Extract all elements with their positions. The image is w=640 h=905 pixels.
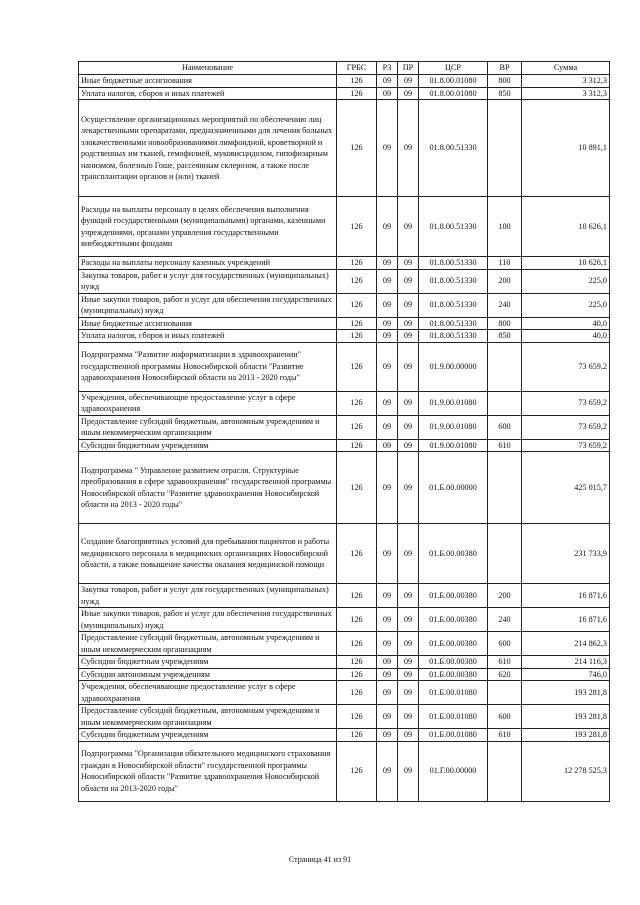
cell-sum: 214 862,3: [522, 632, 610, 656]
cell-rz: 09: [377, 293, 398, 317]
cell-grbs: 126: [337, 330, 377, 343]
table-row: [79, 729, 610, 742]
cell-vr: [488, 681, 522, 705]
cell-sum: 193 281,8: [522, 729, 610, 742]
table-row: [79, 293, 610, 317]
cell-grbs: 126: [337, 705, 377, 729]
cell-name: Предоставление субсидий бюджетным, автономным учреждениям и иным некоммерческим организациям: [79, 705, 337, 729]
cell-sum: 40,0: [522, 317, 610, 330]
cell-name: Предоставление субсидий бюджетным, автономным учреждениям и иным некоммерческим организациям: [79, 632, 337, 656]
cell-sum: 225,0: [522, 293, 610, 317]
cell-grbs: 126: [337, 741, 377, 801]
cell-vr: 200: [488, 584, 522, 608]
cell-name: Учреждения, обеспечивающие предоставление услуг в сфере здравоохранения: [79, 681, 337, 705]
cell-vr: 610: [488, 729, 522, 742]
cell-grbs: 126: [337, 608, 377, 632]
cell-rz: 09: [377, 391, 398, 415]
table-row: [79, 681, 610, 705]
cell-rz: 09: [377, 681, 398, 705]
cell-vr: 610: [488, 656, 522, 669]
cell-csr: 01.8.00.51330: [419, 197, 488, 257]
table-row: [79, 391, 610, 415]
cell-vr: [488, 524, 522, 584]
table-row: [79, 656, 610, 669]
cell-pr: 09: [398, 632, 419, 656]
table-row: [79, 330, 610, 343]
table-row: [79, 608, 610, 632]
cell-pr: 09: [398, 729, 419, 742]
cell-grbs: 126: [337, 681, 377, 705]
cell-name: Подпрограмма "Организация обязательного медицинского страхования граждан в Новосибирской области" государственной программы Новосибирской области "Развитие здравоохранения Новосибирской области на 2013-2020 годы": [79, 741, 337, 801]
cell-csr: 01.Г.00.00000: [419, 741, 488, 801]
cell-csr: 01.8.00.51330: [419, 317, 488, 330]
cell-pr: 09: [398, 415, 419, 439]
document-page: [78, 61, 609, 802]
cell-grbs: 126: [337, 257, 377, 270]
cell-pr: 09: [398, 100, 419, 197]
cell-csr: 01.8.00.51330: [419, 330, 488, 343]
table-row: [79, 524, 610, 584]
cell-name: Субсидии бюджетным учреждениям: [79, 729, 337, 742]
cell-rz: 09: [377, 741, 398, 801]
cell-grbs: 126: [337, 632, 377, 656]
header-name: Наименование: [79, 62, 337, 75]
cell-vr: 800: [488, 75, 522, 88]
cell-vr: [488, 741, 522, 801]
cell-csr: 01.9.00.01080: [419, 391, 488, 415]
cell-name: Субсидии бюджетным учреждениям: [79, 439, 337, 452]
table-row: [79, 100, 610, 197]
table-row: [79, 439, 610, 452]
cell-pr: 09: [398, 269, 419, 293]
cell-sum: 193 281,8: [522, 705, 610, 729]
table-row: [79, 705, 610, 729]
table-row: [79, 415, 610, 439]
cell-grbs: 126: [337, 342, 377, 391]
table-row: [79, 342, 610, 391]
cell-pr: 09: [398, 391, 419, 415]
cell-grbs: 126: [337, 317, 377, 330]
cell-vr: 110: [488, 257, 522, 270]
cell-grbs: 126: [337, 87, 377, 100]
cell-sum: 16 871,6: [522, 584, 610, 608]
cell-csr: 01.9.00.01080: [419, 439, 488, 452]
cell-name: Субсидии бюджетным учреждениям: [79, 656, 337, 669]
cell-sum: 3 312,3: [522, 75, 610, 88]
cell-vr: 240: [488, 608, 522, 632]
cell-sum: 214 116,3: [522, 656, 610, 669]
cell-sum: 225,0: [522, 269, 610, 293]
cell-name: Расходы на выплаты персоналу в целях обеспечения выполнения функций государственными (муниципальными) органами, казенными учреждениями, органами управления государственными внебюджетными фондами: [79, 197, 337, 257]
cell-pr: 09: [398, 705, 419, 729]
cell-vr: 600: [488, 705, 522, 729]
cell-sum: 73 659,2: [522, 415, 610, 439]
table-row: [79, 257, 610, 270]
table-header-row: [79, 62, 610, 75]
header-grbs: ГРБС: [337, 62, 377, 75]
cell-vr: 850: [488, 330, 522, 343]
table-row: [79, 668, 610, 681]
cell-rz: 09: [377, 415, 398, 439]
cell-vr: 600: [488, 415, 522, 439]
header-pr: ПР: [398, 62, 419, 75]
cell-sum: 231 733,9: [522, 524, 610, 584]
cell-grbs: 126: [337, 668, 377, 681]
cell-vr: 620: [488, 668, 522, 681]
cell-vr: 850: [488, 87, 522, 100]
cell-rz: 09: [377, 729, 398, 742]
cell-vr: [488, 391, 522, 415]
cell-grbs: 126: [337, 293, 377, 317]
cell-vr: 600: [488, 632, 522, 656]
cell-sum: 3 312,3: [522, 87, 610, 100]
cell-rz: 09: [377, 524, 398, 584]
cell-grbs: 126: [337, 729, 377, 742]
cell-grbs: 126: [337, 197, 377, 257]
cell-sum: 193 281,8: [522, 681, 610, 705]
table-row: [79, 452, 610, 524]
cell-pr: 09: [398, 681, 419, 705]
cell-pr: 09: [398, 87, 419, 100]
cell-rz: 09: [377, 330, 398, 343]
page-number: Страница 41 из 91: [288, 855, 352, 864]
cell-sum: 73 659,2: [522, 342, 610, 391]
cell-csr: 01.Б.00.00000: [419, 452, 488, 524]
cell-csr: 01.Б.00.00380: [419, 656, 488, 669]
cell-name: Субсидии автономным учреждениям: [79, 668, 337, 681]
cell-sum: 425 015,7: [522, 452, 610, 524]
cell-sum: 10 891,1: [522, 100, 610, 197]
cell-name: Осуществление организационных мероприятий по обеспечению лиц лекарственными препаратами, предназначенными для лечения больных злокачественными новообразованиями лимфоидной, кроветворной и родственных им тканей, гемофилией, муковисцидозом, гипофизарным нанизмом, болезнью Гоше, рассеянным склерозом, а также после трансплантации органов и (или) тканей: [79, 100, 337, 197]
cell-csr: 01.9.00.01080: [419, 415, 488, 439]
cell-rz: 09: [377, 257, 398, 270]
cell-pr: 09: [398, 293, 419, 317]
cell-vr: 610: [488, 439, 522, 452]
cell-csr: 01.8.00.51330: [419, 293, 488, 317]
table-body: [79, 75, 610, 802]
cell-name: Уплата налогов, сборов и иных платежей: [79, 330, 337, 343]
cell-csr: 01.Б.00.01080: [419, 729, 488, 742]
cell-sum: 73 659,2: [522, 391, 610, 415]
cell-name: Иные закупки товаров, работ и услуг для обеспечения государственных (муниципальных) нужд: [79, 293, 337, 317]
cell-grbs: 126: [337, 75, 377, 88]
cell-rz: 09: [377, 100, 398, 197]
cell-grbs: 126: [337, 415, 377, 439]
table-row: [79, 584, 610, 608]
cell-csr: 01.8.00.51330: [419, 100, 488, 197]
cell-csr: 01.Б.00.00380: [419, 668, 488, 681]
table-row: [79, 741, 610, 801]
cell-rz: 09: [377, 656, 398, 669]
header-csr: ЦСР: [419, 62, 488, 75]
cell-name: Закупка товаров, работ и услуг для государственных (муниципальных) нужд: [79, 584, 337, 608]
cell-sum: 746,0: [522, 668, 610, 681]
cell-pr: 09: [398, 330, 419, 343]
cell-sum: 12 278 525,3: [522, 741, 610, 801]
cell-csr: 01.Б.00.01080: [419, 681, 488, 705]
cell-csr: 01.Б.00.00380: [419, 608, 488, 632]
budget-table: [78, 61, 610, 802]
cell-csr: 01.8.00.01080: [419, 75, 488, 88]
table-row: [79, 75, 610, 88]
cell-pr: 09: [398, 317, 419, 330]
cell-name: Подпрограмма "Развитие информатизации в здравоохранении" государственной программы Новосибирской области "Развитие здравоохранения Новосибирской области на 2013 - 2020 годы": [79, 342, 337, 391]
cell-csr: 01.8.00.51330: [419, 269, 488, 293]
cell-pr: 09: [398, 439, 419, 452]
cell-grbs: 126: [337, 452, 377, 524]
cell-name: Предоставление субсидий бюджетным, автономным учреждениям и иным некоммерческим организациям: [79, 415, 337, 439]
cell-pr: 09: [398, 342, 419, 391]
cell-rz: 09: [377, 608, 398, 632]
cell-grbs: 126: [337, 100, 377, 197]
cell-csr: 01.Б.00.00380: [419, 632, 488, 656]
cell-grbs: 126: [337, 524, 377, 584]
cell-vr: 200: [488, 269, 522, 293]
cell-rz: 09: [377, 632, 398, 656]
cell-grbs: 126: [337, 439, 377, 452]
cell-rz: 09: [377, 87, 398, 100]
cell-name: Учреждения, обеспечивающие предоставление услуг в сфере здравоохранения: [79, 391, 337, 415]
cell-rz: 09: [377, 439, 398, 452]
cell-sum: 10 626,1: [522, 257, 610, 270]
table-row: [79, 632, 610, 656]
cell-vr: 100: [488, 197, 522, 257]
cell-pr: 09: [398, 197, 419, 257]
cell-name: Иные закупки товаров, работ и услуг для обеспечения государственных (муниципальных) нужд: [79, 608, 337, 632]
cell-rz: 09: [377, 584, 398, 608]
cell-pr: 09: [398, 656, 419, 669]
cell-sum: 10 626,1: [522, 197, 610, 257]
cell-pr: 09: [398, 741, 419, 801]
cell-grbs: 126: [337, 269, 377, 293]
cell-pr: 09: [398, 257, 419, 270]
cell-rz: 09: [377, 75, 398, 88]
table-row: [79, 197, 610, 257]
cell-vr: [488, 452, 522, 524]
cell-rz: 09: [377, 705, 398, 729]
cell-name: Иные бюджетные ассигнования: [79, 75, 337, 88]
cell-grbs: 126: [337, 584, 377, 608]
header-vr: ВР: [488, 62, 522, 75]
cell-name: Закупка товаров, работ и услуг для государственных (муниципальных) нужд: [79, 269, 337, 293]
cell-pr: 09: [398, 668, 419, 681]
cell-pr: 09: [398, 608, 419, 632]
cell-pr: 09: [398, 75, 419, 88]
cell-rz: 09: [377, 668, 398, 681]
header-rz: РЗ: [377, 62, 398, 75]
cell-csr: 01.Б.00.01080: [419, 705, 488, 729]
cell-rz: 09: [377, 452, 398, 524]
cell-name: Подпрограмма " Управление развитием отрасли. Структурные преобразования в сфере здравоохранения" государственной программы Новосибирской области "Развитие здравоохранения Новосибирской области на 2013 - 2020 годы": [79, 452, 337, 524]
cell-vr: 800: [488, 317, 522, 330]
cell-name: Уплата налогов, сборов и иных платежей: [79, 87, 337, 100]
cell-name: Расходы на выплаты персоналу казенных учреждений: [79, 257, 337, 270]
cell-rz: 09: [377, 342, 398, 391]
cell-rz: 09: [377, 317, 398, 330]
cell-rz: 09: [377, 197, 398, 257]
cell-pr: 09: [398, 524, 419, 584]
cell-vr: [488, 100, 522, 197]
cell-sum: 73 659,2: [522, 439, 610, 452]
cell-csr: 01.Б.00.00380: [419, 524, 488, 584]
cell-grbs: 126: [337, 391, 377, 415]
table-row: [79, 317, 610, 330]
cell-name: Иные бюджетные ассигнования: [79, 317, 337, 330]
table-row: [79, 87, 610, 100]
cell-sum: 16 871,6: [522, 608, 610, 632]
table-row: [79, 269, 610, 293]
cell-vr: [488, 342, 522, 391]
cell-csr: 01.9.00.00000: [419, 342, 488, 391]
cell-vr: 240: [488, 293, 522, 317]
cell-csr: 01.8.00.01080: [419, 87, 488, 100]
cell-rz: 09: [377, 269, 398, 293]
cell-pr: 09: [398, 584, 419, 608]
cell-csr: 01.Б.00.00380: [419, 584, 488, 608]
cell-name: Создание благоприятных условий для пребывания пациентов и работы медицинского персонала в медицинских организациях Новосибирской области, а также повышение качества оказания медицинской помощи: [79, 524, 337, 584]
header-sum: Сумма: [522, 62, 610, 75]
cell-pr: 09: [398, 452, 419, 524]
cell-sum: 40,0: [522, 330, 610, 343]
cell-grbs: 126: [337, 656, 377, 669]
cell-csr: 01.8.00.51330: [419, 257, 488, 270]
